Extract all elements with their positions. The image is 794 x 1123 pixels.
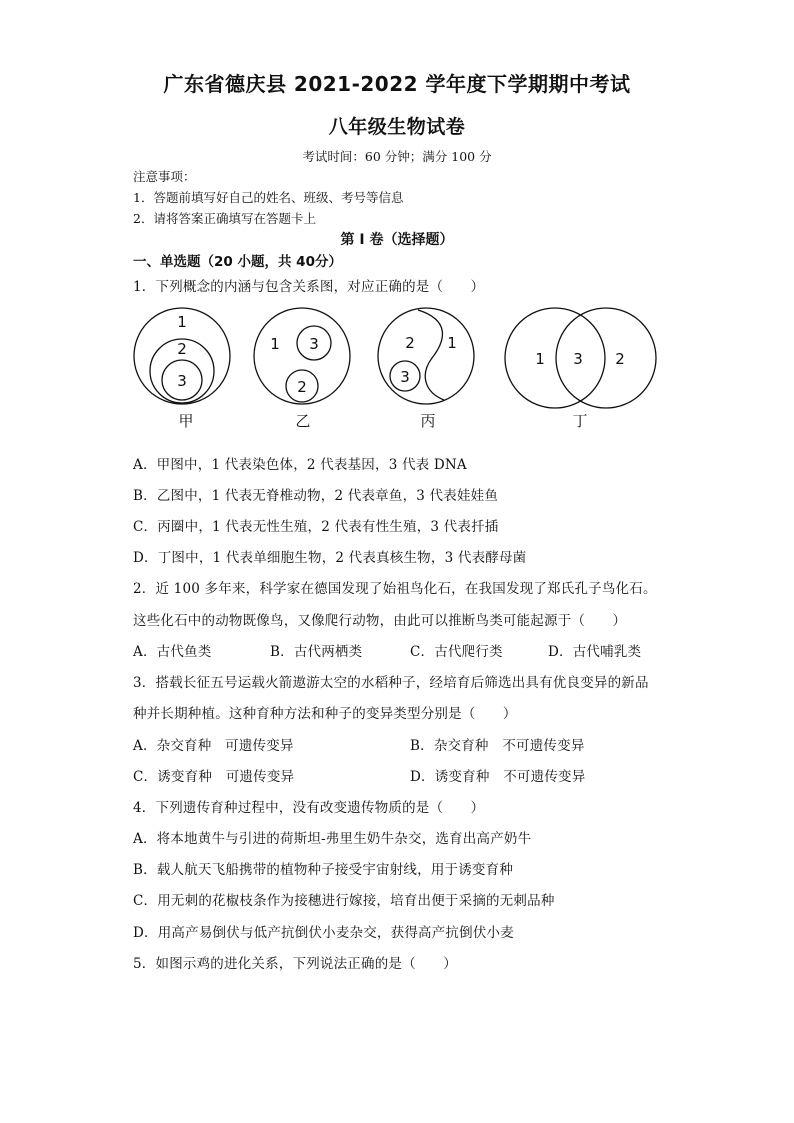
yi-label-2: 2 (297, 378, 307, 396)
bing-label-3: 3 (400, 368, 410, 386)
question-4-stem: 4．下列遗传育种过程中，没有改变遗传物质的是（ ） (133, 800, 485, 816)
question-3-option-c: C．诱变育种 可遗传变异 (133, 769, 295, 785)
section-title: 一、单选题（20 小题，共 40分） (133, 254, 342, 270)
question-1-option-b: B．乙图中，1 代表无脊椎动物，2 代表章鱼，3 代表娃娃鱼 (133, 488, 499, 504)
ding-right-circle (556, 308, 656, 408)
notes-heading: 注意事项： (133, 169, 196, 184)
bing-label-2: 2 (405, 334, 415, 352)
question-2-option-a: A．古代鱼类 (133, 644, 212, 660)
question-3-option-a: A．杂交育种 可遗传变异 (133, 738, 294, 754)
question-2-option-c: C．古代爬行类 (410, 644, 503, 660)
question-2-option-b: B．古代两栖类 (270, 644, 363, 660)
ding-label-2: 2 (615, 350, 625, 368)
ding-label-3: 3 (573, 350, 583, 368)
volume-title: 第 I 卷（选择题） (340, 232, 454, 248)
question-1-option-a: A．甲图中，1 代表染色体，2 代表基因，3 代表 DNA (133, 457, 467, 473)
question-4-option-c: C．用无刺的花椒枝条作为接穗进行嫁接，培育出便于采摘的无刺品种 (133, 893, 555, 909)
question-4-option-a: A．将本地黄牛与引进的荷斯坦-弗里生奶牛杂交，选育出高产奶牛 (133, 831, 532, 847)
diagram-caption-jia: 甲 (178, 412, 194, 430)
exam-info: 考试时间：60 分钟；满分 100 分 (302, 149, 492, 164)
question-1-option-d: D．丁图中，1 代表单细胞生物，2 代表真核生物，3 代表酵母菌 (133, 550, 527, 566)
note-item: 1．答题前填写好自己的姓名、班级、考号等信息 (133, 190, 404, 205)
jia-label-1: 1 (177, 313, 187, 331)
question-2-option-d: D．古代哺乳类 (548, 644, 642, 660)
jia-label-3: 3 (177, 372, 187, 390)
exam-title: 广东省德庆县 2021-2022 学年度下学期期中考试 (163, 72, 631, 96)
question-2-stem-line2: 这些化石中的动物既像鸟，又像爬行动物，由此可以推断鸟类可能起源于（ ） (133, 613, 627, 629)
question-3-option-d: D．诱变育种 不可遗传变异 (410, 769, 586, 785)
exam-subtitle: 八年级生物试卷 (328, 116, 466, 138)
diagram-caption-ding: 丁 (572, 412, 588, 430)
question-1-option-c: C．丙圈中，1 代表无性生殖，2 代表有性生殖，3 代表扦插 (133, 519, 499, 535)
question-1-stem: 1．下列概念的内涵与包含关系图，对应正确的是（ ） (133, 279, 485, 295)
bing-divider-curve (418, 310, 444, 400)
question-1-diagram (0, 300, 794, 440)
question-5-stem: 5．如图示鸡的进化关系，下列说法正确的是（ ） (133, 956, 457, 972)
diagram-caption-yi: 乙 (295, 412, 311, 430)
yi-label-1: 1 (270, 335, 280, 353)
note-item: 2．请将答案正确填写在答题卡上 (133, 211, 316, 226)
jia-label-2: 2 (177, 340, 187, 358)
yi-label-3: 3 (309, 335, 319, 353)
question-3-stem-line2: 种并长期种植。这种育种方法和种子的变异类型分别是（ ） (133, 706, 517, 722)
question-4-option-d: D．用高产易倒伏与低产抗倒伏小麦杂交，获得高产抗倒伏小麦 (133, 925, 514, 941)
question-2-stem-line1: 2．近 100 多年来，科学家在德国发现了始祖鸟化石，在我国发现了郑氏孔子鸟化石。 (133, 581, 657, 597)
bing-label-1: 1 (447, 334, 457, 352)
bing-outer-circle (378, 308, 474, 404)
question-3-stem-line1: 3．搭载长征五号运载火箭遨游太空的水稻种子，经培育后筛选出具有优良变异的新品 (133, 675, 649, 691)
question-3-option-b: B．杂交育种 不可遗传变异 (410, 738, 585, 754)
ding-label-1: 1 (535, 350, 545, 368)
diagram-caption-bing: 丙 (420, 412, 436, 430)
ding-left-circle (505, 308, 605, 408)
question-4-option-b: B．载人航天飞船携带的植物种子接受宇宙射线，用于诱变育种 (133, 862, 514, 878)
